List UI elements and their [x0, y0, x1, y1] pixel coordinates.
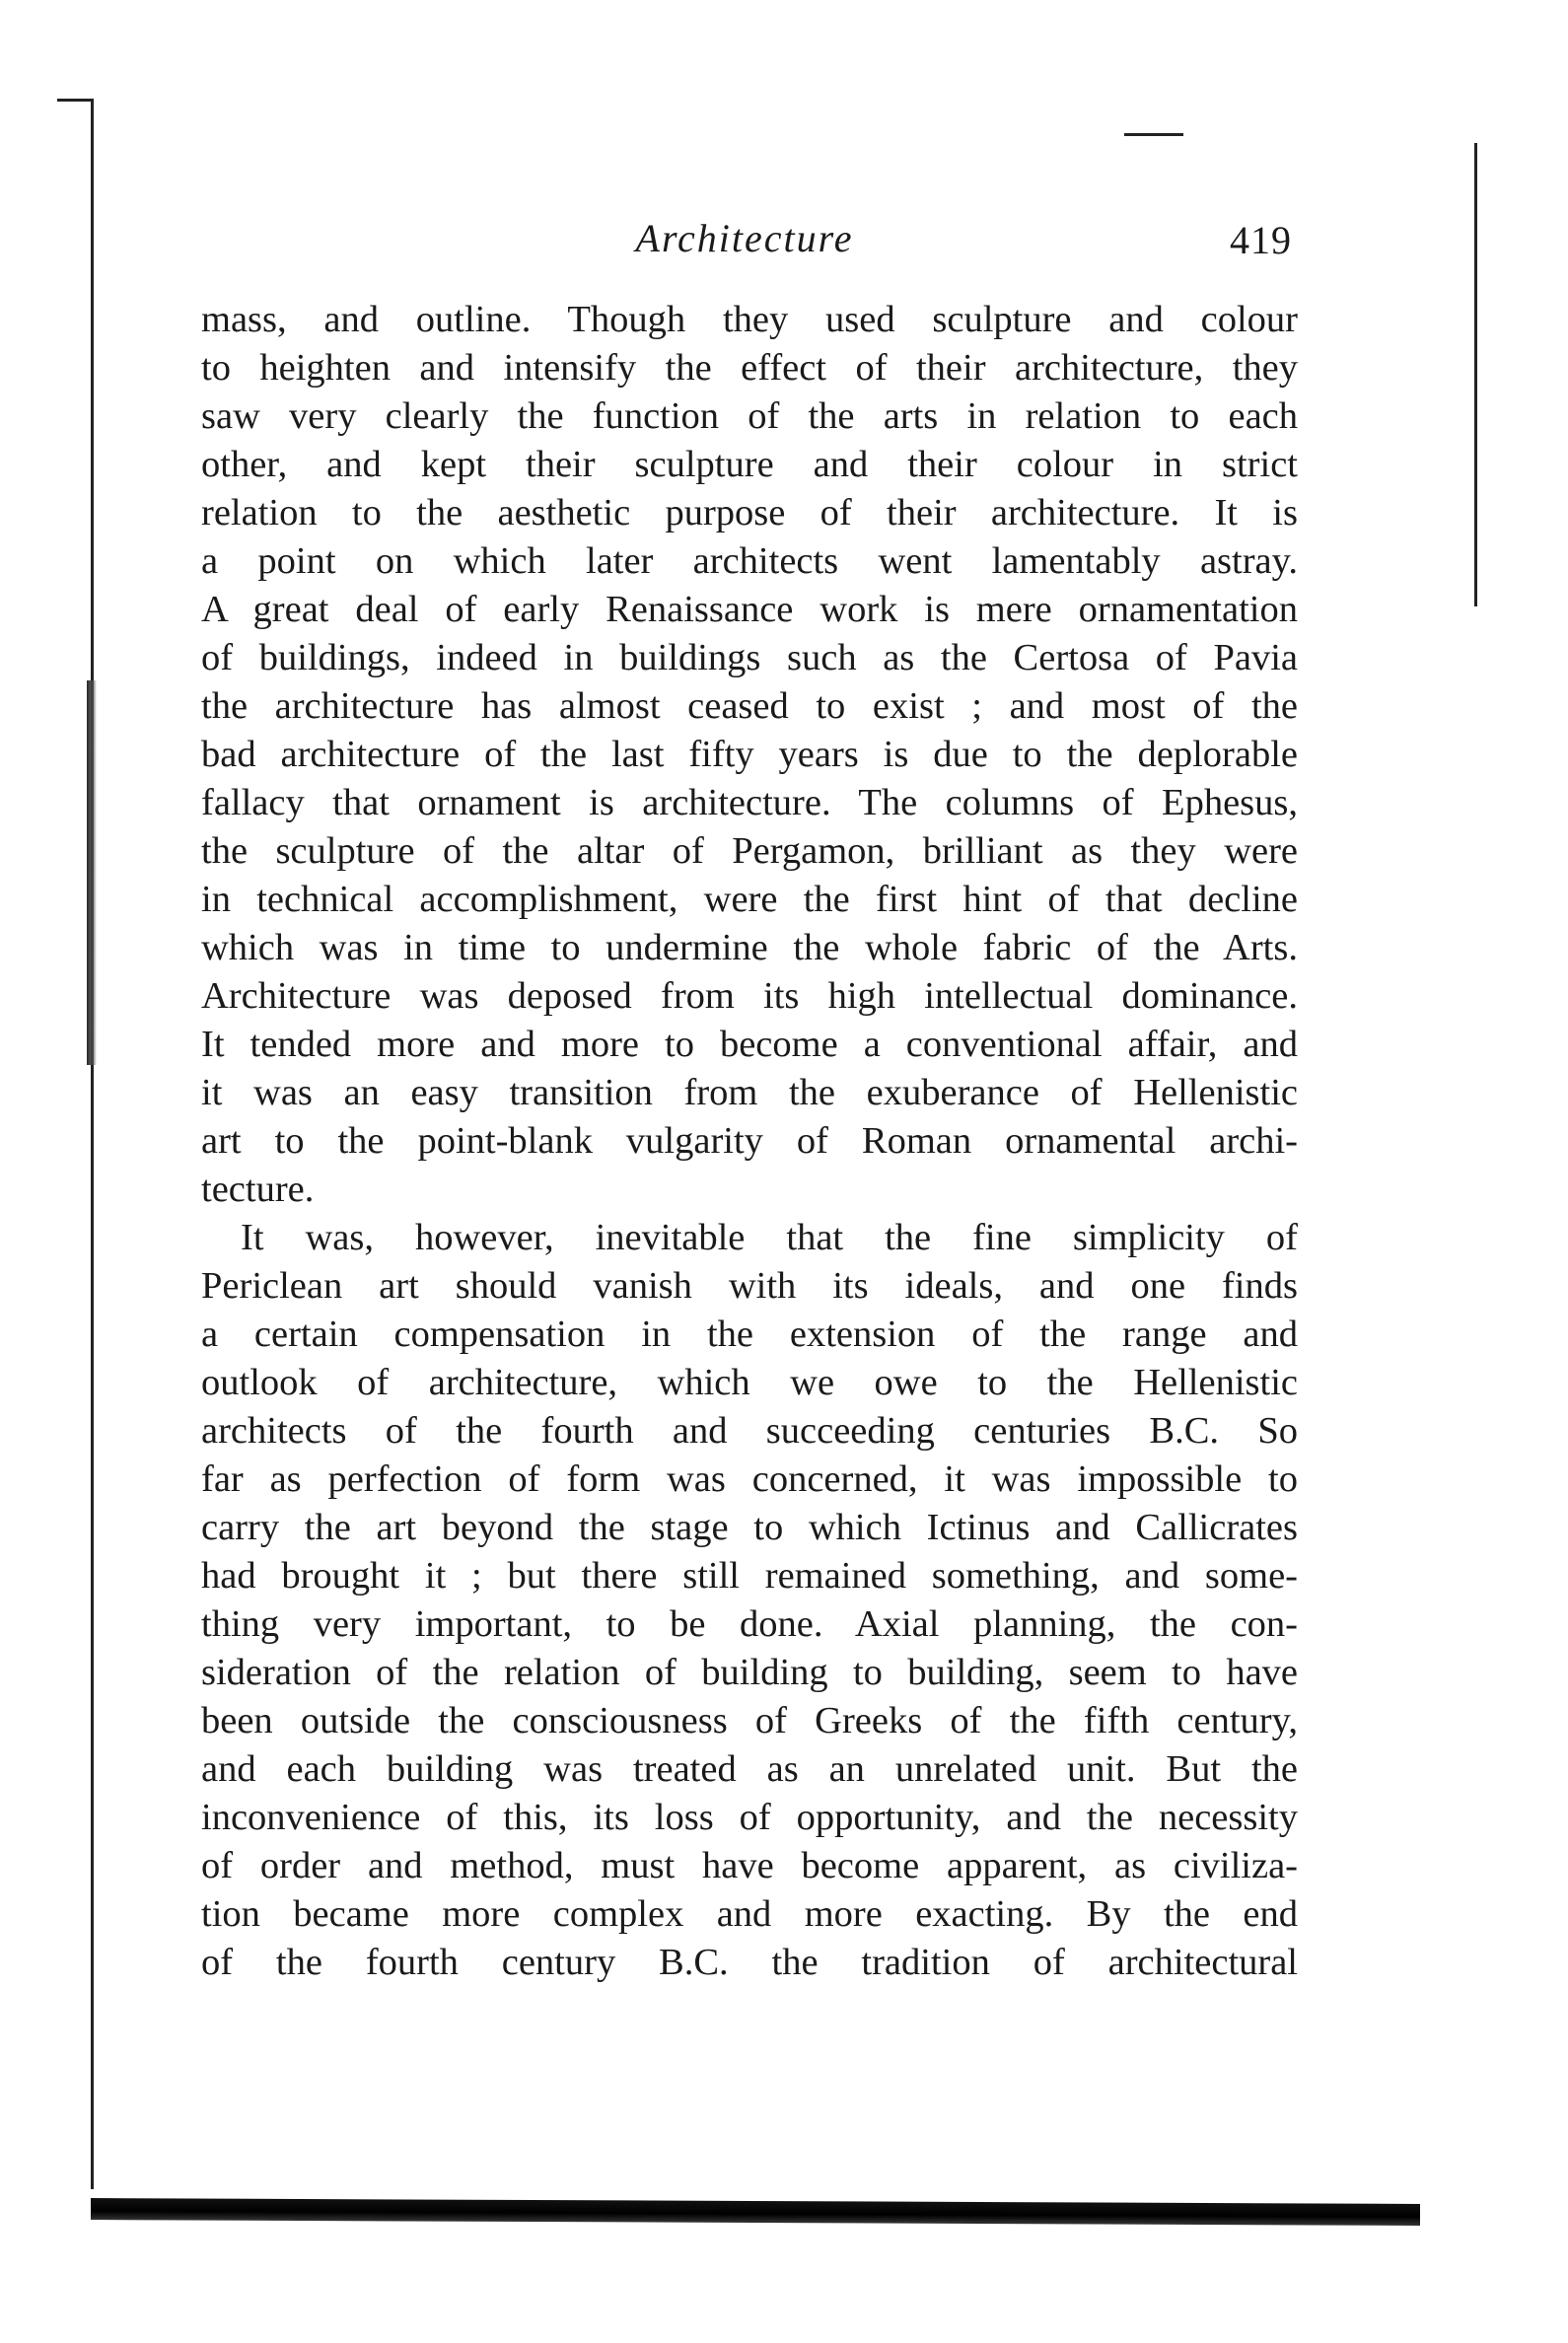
text-line: had brought it ; but there still remained something, and some- — [201, 1555, 1298, 1597]
text-line: a certain compensation in the extension of the range and — [201, 1314, 1298, 1355]
text-line: a point on which later architects went lamentably astray. — [201, 540, 1298, 582]
text-line: A great deal of early Renaissance work is mere ornamentation — [201, 589, 1298, 630]
text-line: far as perfection of form was concerned, it was impossible to — [201, 1458, 1298, 1500]
text-line: Periclean art should vanish with its ideals, and one finds — [201, 1265, 1298, 1307]
text-line: other, and kept their sculpture and their colour in strict — [201, 444, 1298, 485]
text-line: of buildings, indeed in buildings such as the Certosa of Pavia — [201, 637, 1298, 678]
text-line: in technical accomplishment, were the first hint of that decline — [201, 879, 1298, 920]
running-head — [197, 215, 1292, 274]
text-line: relation to the aesthetic purpose of their architecture. It is — [201, 492, 1298, 533]
text-line: tion became more complex and more exacting. By the end — [201, 1893, 1298, 1935]
text-line: art to the point-blank vulgarity of Roman ornamental archi- — [201, 1120, 1298, 1162]
text-line: inconvenience of this, its loss of opportunity, and the necessity — [201, 1797, 1298, 1838]
text-line: the sculpture of the altar of Pergamon, brilliant as they were — [201, 830, 1298, 872]
text-line: mass, and outline. Though they used sculpture and colour — [201, 299, 1298, 340]
scan-left-edge — [91, 99, 94, 2189]
text-line: to heighten and intensify the effect of their architecture, they — [201, 347, 1298, 389]
scan-top-mark — [1124, 133, 1183, 136]
text-line: saw very clearly the function of the arts in relation to each — [201, 395, 1298, 437]
body-text — [201, 296, 1298, 1987]
text-line: carry the art beyond the stage to which Ictinus and Callicrates — [201, 1507, 1298, 1548]
scan-left-shadow — [87, 680, 97, 1065]
text-line: the architecture has almost ceased to exist ; and most of the — [201, 685, 1298, 727]
text-line: of the fourth century B.C. the tradition of architectural — [201, 1942, 1298, 1983]
text-line: Architecture was deposed from its high intellectual dominance. — [201, 975, 1298, 1017]
scan-right-edge — [1474, 143, 1477, 606]
text-line: which was in time to undermine the whole fabric of the Arts. — [201, 927, 1298, 968]
text-line: bad architecture of the last fifty years is due to the deplorable — [201, 734, 1298, 775]
paragraph-start-line: It was, however, inevitable that the fine simplicity of — [241, 1217, 1298, 1258]
text-line: it was an easy transition from the exuberance of Hellenistic — [201, 1072, 1298, 1113]
text-line: of order and method, must have become apparent, as civiliza- — [201, 1845, 1298, 1886]
page-title: Architecture — [635, 216, 854, 260]
text-line: architects of the fourth and succeeding centuries B.C. So — [201, 1410, 1298, 1452]
text-line: and each building was treated as an unrelated unit. But the — [201, 1748, 1298, 1790]
text-line: been outside the consciousness of Greeks of the fifth century, — [201, 1700, 1298, 1741]
text-line: It tended more and more to become a conventional affair, and — [201, 1024, 1298, 1065]
text-line: thing very important, to be done. Axial planning, the con- — [201, 1603, 1298, 1645]
text-line: outlook of architecture, which we owe to the Hellenistic — [201, 1362, 1298, 1403]
page-number: 419 — [1230, 218, 1292, 262]
scan-bottom-edge — [91, 2198, 1420, 2226]
scan-edge-mark — [57, 99, 93, 102]
text-line: sideration of the relation of building to building, seem to have — [201, 1652, 1298, 1693]
text-line: tecture. — [201, 1169, 315, 1210]
text-line: fallacy that ornament is architecture. The columns of Ephesus, — [201, 782, 1298, 823]
